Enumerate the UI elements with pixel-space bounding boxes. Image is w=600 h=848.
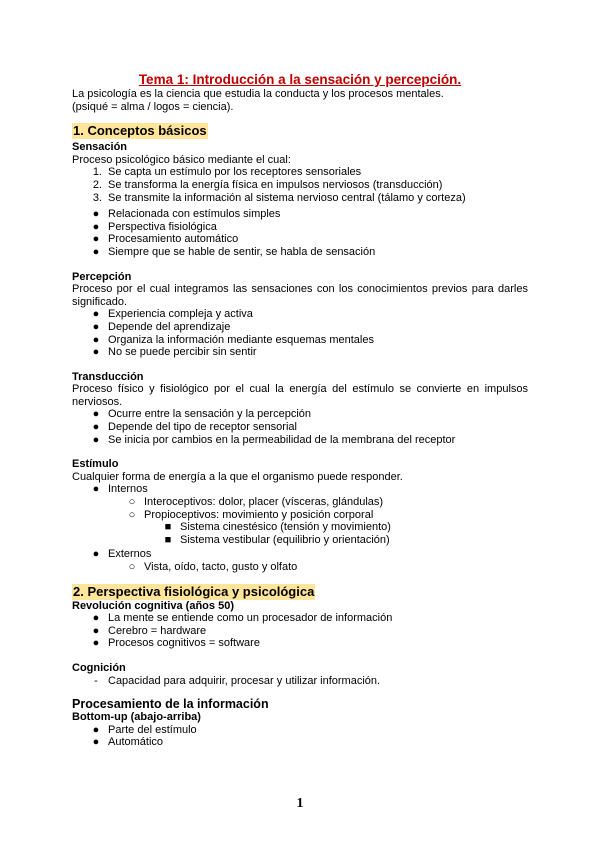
bullet-icon: ●	[92, 346, 100, 359]
list-item	[72, 408, 528, 421]
bullet-text: Externos	[108, 548, 152, 561]
list-item	[72, 637, 528, 650]
bullet-text: Sistema cinestésico (tensión y movimiento)	[180, 521, 391, 534]
step-text: Se transforma la energía física en impulsos nerviosos (transducción)	[108, 178, 443, 191]
transduccion-title: Transducción	[72, 370, 144, 383]
sensacion-steps	[72, 166, 528, 204]
list-item	[72, 736, 528, 749]
document-title: Tema 1: Introducción a la sensación y percepción.	[138, 72, 462, 87]
bullet-icon: ●	[92, 483, 100, 496]
bullet-icon: ●	[92, 637, 100, 650]
bullet-text: Depende del aprendizaje	[108, 320, 231, 333]
percepcion-bullets	[72, 308, 528, 358]
bullet-text: Depende del tipo de receptor sensorial	[108, 421, 297, 434]
bullet-icon: ●	[92, 736, 100, 749]
list-item	[72, 179, 528, 192]
estimulo-list	[72, 483, 528, 573]
intro-line-2: (psiqué = alma / logos = ciencia).	[72, 100, 234, 113]
bullet-icon: ●	[92, 421, 100, 434]
bullet-text: Internos	[108, 483, 148, 496]
sensacion-title: Sensación	[72, 141, 128, 154]
bullet-icon: ●	[92, 612, 100, 625]
list-item	[72, 612, 528, 625]
sensacion-desc: Proceso psicológico básico mediante el cual:	[72, 153, 291, 166]
list-item	[72, 308, 528, 321]
bullet-text: Propioceptivos: movimiento y posición corporal	[144, 508, 374, 521]
bullet-text: Cerebro = hardware	[108, 624, 207, 637]
list-item	[72, 246, 528, 259]
bullet-icon: ●	[92, 548, 100, 561]
bullet-icon: ●	[92, 408, 100, 421]
bullet-icon: ●	[92, 308, 100, 321]
bullet-icon: ●	[92, 333, 100, 346]
section-1-heading: 1. Conceptos básicos	[73, 123, 207, 139]
list-item	[72, 724, 528, 737]
step-number: 3.	[92, 191, 102, 204]
bullet-text: Vista, oído, tacto, gusto y olfato	[144, 561, 298, 573]
bullet-text: Procesos cognitivos = software	[108, 637, 260, 650]
bullet-text: Siempre que se hable de sentir, se habla de sensación	[108, 245, 376, 258]
step-number: 1.	[92, 166, 102, 179]
bullet-icon: ●	[92, 723, 100, 736]
square-bullet-icon: ■	[164, 533, 172, 546]
intro-line-1: La psicología es la ciencia que estudia la conducta y los procesos mentales.	[72, 88, 444, 100]
bullet-text: Capacidad para adquirir, procesar y utilizar información.	[108, 674, 381, 687]
list-item	[72, 346, 528, 359]
list-item	[72, 334, 528, 347]
list-item	[72, 548, 528, 561]
list-item	[72, 561, 528, 574]
bottomup-title: Bottom-up (abajo-arriba)	[72, 711, 201, 724]
bullet-text: Organiza la información mediante esquemas mentales	[108, 333, 374, 346]
bullet-icon: ●	[92, 208, 100, 221]
bullet-text: No se puede percibir sin sentir	[108, 346, 257, 359]
procesamiento-title: Procesamiento de la información	[72, 697, 269, 712]
list-item	[72, 534, 528, 547]
transduccion-bullets	[72, 408, 528, 446]
list-item	[72, 521, 528, 534]
bottomup-bullets	[72, 724, 528, 749]
bullet-text: La mente se entiende como un procesador de información	[108, 612, 393, 625]
document-page	[72, 72, 528, 749]
step-number: 2.	[92, 178, 102, 191]
cognicion-title: Cognición	[72, 661, 126, 674]
bullet-icon: ●	[92, 624, 100, 637]
transduccion-desc: Proceso físico y fisiológico por el cual la energía del estímulo se convierte en impulsos nerviosos.	[72, 383, 528, 408]
bullet-text: Sistema vestibular (equilibrio y orientación)	[180, 533, 390, 546]
hollow-bullet-icon: ○	[128, 561, 136, 573]
list-item	[72, 208, 528, 221]
bullet-icon: ●	[92, 233, 100, 246]
bullet-text: Experiencia compleja y activa	[108, 308, 253, 321]
bullet-text: Se inicia por cambios en la permeabilidad de la membrana del receptor	[108, 433, 456, 446]
section-2-heading: 2. Perspectiva fisiológica y psicológica	[73, 583, 315, 599]
list-item	[72, 233, 528, 246]
list-item	[72, 483, 528, 496]
list-item	[72, 166, 528, 179]
percepcion-title: Percepción	[72, 270, 132, 283]
hollow-bullet-icon: ○	[128, 496, 136, 509]
hollow-bullet-icon: ○	[128, 508, 136, 521]
list-item	[72, 321, 528, 334]
bullet-icon: ●	[92, 220, 100, 233]
list-item	[72, 434, 528, 447]
list-item	[72, 675, 528, 688]
percepcion-desc: Proceso por el cual integramos las sensaciones con los conocimientos previos para darles significado.	[72, 283, 528, 308]
square-bullet-icon: ■	[164, 521, 172, 534]
bullet-icon: ●	[92, 320, 100, 333]
revolucion-title: Revolución cognitiva (años 50)	[72, 599, 234, 612]
bullet-text: Relacionada con estímulos simples	[108, 208, 281, 221]
dash-bullet-icon: -	[94, 674, 98, 687]
step-text: Se capta un estímulo por los receptores sensoriales	[108, 166, 362, 179]
revolucion-bullets	[72, 612, 528, 650]
step-text: Se transmite la información al sistema nervioso central (tálamo y corteza)	[108, 191, 466, 204]
estimulo-title: Estímulo	[72, 458, 119, 471]
bullet-text: Perspectiva fisiológica	[108, 220, 217, 233]
list-item	[72, 192, 528, 205]
list-item	[72, 421, 528, 434]
bullet-text: Procesamiento automático	[108, 233, 239, 246]
bullet-text: Parte del estímulo	[108, 723, 197, 736]
page-number: 1	[296, 796, 304, 811]
list-item	[72, 509, 528, 522]
sensacion-bullets	[72, 208, 528, 258]
estimulo-desc: Cualquier forma de energía a la que el organismo puede responder.	[72, 470, 403, 483]
list-item	[72, 221, 528, 234]
cognicion-list	[72, 675, 528, 688]
bullet-text: Interoceptivos: dolor, placer (vísceras, glándulas)	[144, 496, 384, 509]
bullet-icon: ●	[92, 245, 100, 258]
list-item	[72, 496, 528, 509]
bullet-text: Automático	[108, 736, 164, 749]
list-item	[72, 625, 528, 638]
bullet-icon: ●	[92, 433, 100, 446]
bullet-text: Ocurre entre la sensación y la percepción	[108, 408, 311, 421]
